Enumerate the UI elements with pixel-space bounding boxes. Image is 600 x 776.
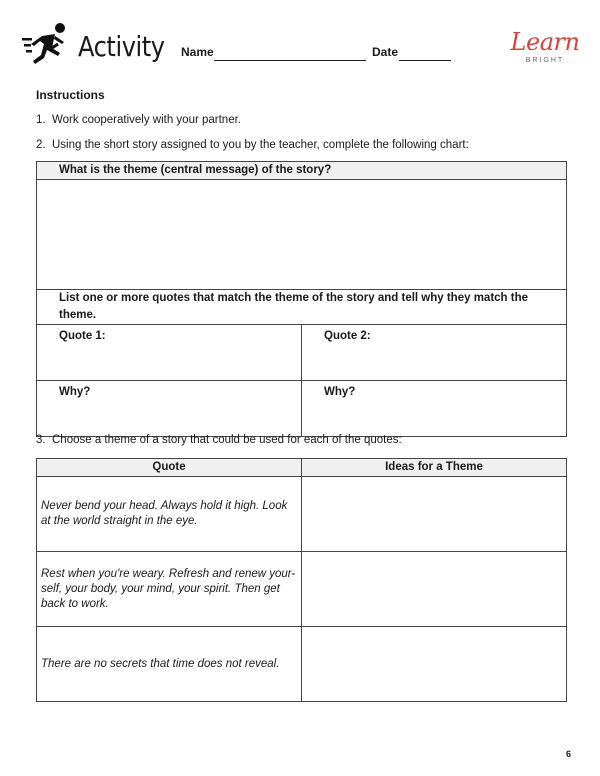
quote-text: Rest when you're weary. Refresh and renew your-self, your body, your mind, your spirit. Then get back to work. bbox=[37, 552, 302, 627]
date-label: Date bbox=[372, 45, 399, 59]
col-quote-header: Quote bbox=[37, 459, 302, 477]
table-row bbox=[37, 627, 567, 702]
quotes-prompt: List one or more quotes that match the theme of the story and tell why they match the theme. bbox=[37, 290, 567, 325]
theme-idea-cell[interactable] bbox=[302, 477, 567, 552]
theme-idea-cell[interactable] bbox=[302, 627, 567, 702]
page-number: 6 bbox=[566, 749, 572, 759]
quote-2-label: Quote 2: bbox=[324, 330, 371, 342]
why-2-cell[interactable] bbox=[302, 381, 567, 437]
logo-word: Learn bbox=[510, 28, 580, 56]
learn-bright-logo bbox=[508, 28, 582, 68]
quote-2-cell[interactable] bbox=[302, 325, 567, 381]
name-label: Name bbox=[181, 45, 214, 59]
activity-title: Activity bbox=[78, 30, 165, 63]
date-field[interactable] bbox=[399, 60, 451, 61]
theme-question: What is the theme (central message) of the story? bbox=[37, 162, 567, 180]
table-row bbox=[37, 477, 567, 552]
theme-idea-cell[interactable] bbox=[302, 552, 567, 627]
theme-answer-area[interactable] bbox=[37, 180, 567, 290]
quote-text: Never bend your head. Always hold it high. Look at the world straight in the eye. bbox=[37, 477, 302, 552]
why-2-label: Why? bbox=[324, 386, 356, 398]
quote-text: There are no secrets that time does not reveal. bbox=[37, 627, 302, 702]
table-row bbox=[37, 552, 567, 627]
quote-1-label: Quote 1: bbox=[59, 330, 106, 342]
col-ideas-header: Ideas for a Theme bbox=[302, 459, 567, 477]
why-1-label: Why? bbox=[59, 386, 91, 398]
running-person-icon bbox=[22, 22, 72, 68]
why-1-cell[interactable] bbox=[37, 381, 302, 437]
theme-chart bbox=[36, 161, 567, 437]
instructions-heading: Instructions bbox=[36, 88, 105, 102]
step-3: 3. Choose a theme of a story that could be used for each of the quotes: bbox=[36, 434, 402, 446]
quote-theme-table bbox=[36, 458, 567, 702]
step-2: 2. Using the short story assigned to you by the teacher, complete the following chart: bbox=[36, 139, 469, 151]
quote-1-cell[interactable] bbox=[37, 325, 302, 381]
page-header bbox=[0, 0, 600, 80]
logo-sub: BRIGHT bbox=[525, 57, 565, 64]
step-1: 1. Work cooperatively with your partner. bbox=[36, 114, 241, 126]
name-field[interactable] bbox=[214, 60, 366, 61]
